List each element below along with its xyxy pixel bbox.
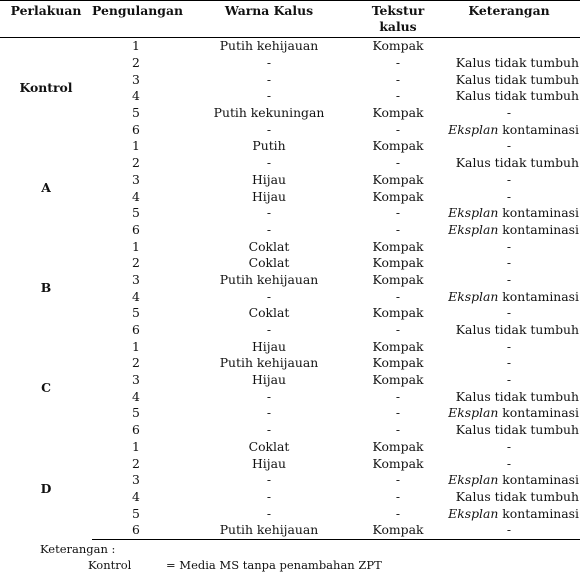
cell-keterangan [438,222,580,239]
cell-keterangan [438,472,580,489]
table-body [0,38,580,540]
cell-tekstur-kalus: Kompak [372,238,424,254]
keterangan-text: kontaminasi [498,221,579,237]
cell-tekstur-kalus: Kompak [372,271,424,287]
cell-pengulangan: 3 [132,171,140,187]
header-tekstur-kalus: Tekstur kalus [358,1,438,38]
cell-keterangan: Kalus tidak tumbuh [455,422,579,438]
keterangan-emphasis: Eksplan [448,505,499,521]
cell-perlakuan: C [41,380,51,396]
keterangan-text: kontaminasi [498,121,579,137]
cell-pengulangan: 4 [132,288,140,304]
cell-keterangan: - [506,255,512,271]
table-row [0,439,580,456]
cell-pengulangan: 1 [132,438,140,454]
cell-perlakuan: D [40,480,52,496]
cell-keterangan: Kalus tidak tumbuh [455,71,579,87]
cell-tekstur-kalus: Kompak [358,522,438,539]
cell-keterangan [438,505,580,522]
cell-pengulangan: 6 [132,422,140,438]
cell-tekstur-kalus: - [395,422,401,438]
cell-warna-kalus: - [266,205,272,221]
cell-warna-kalus: Putih kehijauan [219,271,319,287]
cell-tekstur-kalus: - [395,322,401,338]
cell-tekstur-kalus: - [395,388,401,404]
cell-tekstur-kalus: Kompak [372,438,424,454]
cell-keterangan: Kalus tidak tumbuh [455,155,579,171]
cell-warna-kalus: - [266,388,272,404]
cell-tekstur-kalus: Kompak [372,455,424,471]
cell-tekstur-kalus: Kompak [372,171,424,187]
cell-keterangan [438,205,580,222]
cell-warna-kalus: Hijau [252,455,286,471]
cell-tekstur-kalus: - [395,221,401,237]
cell-tekstur-kalus: - [395,405,401,421]
cell-pengulangan: 3 [132,472,140,488]
cell-tekstur-kalus: Kompak [372,138,424,154]
footnote-value: = Media MS tanpa penambahan ZPT [166,558,382,572]
cell-tekstur-kalus: Kompak [372,38,424,54]
cell-warna-kalus: Coklat [248,305,290,321]
cell-keterangan [438,38,580,55]
cell-warna-kalus: Coklat [248,255,290,271]
cell-tekstur-kalus: Kompak [372,338,424,354]
cell-warna-kalus: - [266,405,272,421]
cell-keterangan: Kalus tidak tumbuh [455,55,579,71]
cell-tekstur-kalus: - [395,488,401,504]
cell-keterangan: - [506,305,512,321]
header-warna-kalus: Warna Kalus [180,1,358,38]
keterangan-emphasis: Eksplan [448,205,499,221]
cell-warna-kalus: Putih [252,138,286,154]
cell-warna-kalus: Putih kehijauan [219,355,319,371]
cell-pengulangan: 5 [132,305,140,321]
cell-tekstur-kalus: - [395,472,401,488]
cell-tekstur-kalus: Kompak [372,372,424,388]
cell-pengulangan: 6 [132,121,140,137]
cell-warna-kalus: Coklat [248,438,290,454]
cell-warna-kalus: Putih kehijauan [219,38,319,54]
cell-keterangan: - [506,138,512,154]
cell-warna-kalus: - [266,221,272,237]
cell-keterangan: - [506,188,512,204]
cell-pengulangan: 5 [132,505,140,521]
cell-pengulangan: 2 [132,255,140,271]
keterangan-text: kontaminasi [498,405,579,421]
cell-tekstur-kalus: Kompak [372,305,424,321]
cell-keterangan: - [506,105,512,121]
cell-warna-kalus: - [266,71,272,87]
cell-tekstur-kalus: - [395,205,401,221]
table-header-row [0,1,580,38]
cell-tekstur-kalus: - [395,55,401,71]
cell-pengulangan: 5 [132,205,140,221]
cell-perlakuan: A [41,180,51,196]
cell-keterangan: - [506,355,512,371]
keterangan-emphasis: Eksplan [448,288,499,304]
cell-warna-kalus: Hijau [252,171,286,187]
header-pengulangan: Pengulangan [92,1,180,38]
cell-warna-kalus: - [266,472,272,488]
cell-warna-kalus: - [266,288,272,304]
keterangan-text: kontaminasi [498,288,579,304]
keterangan-emphasis: Eksplan [448,472,499,488]
cell-pengulangan: 1 [132,338,140,354]
cell-tekstur-kalus: - [395,71,401,87]
cell-keterangan: - [506,238,512,254]
cell-keterangan [438,121,580,138]
cell-pengulangan: 2 [132,455,140,471]
keterangan-text: kontaminasi [498,505,579,521]
table-footnote [40,541,382,573]
cell-tekstur-kalus: - [395,88,401,104]
cell-tekstur-kalus: - [395,505,401,521]
table-row [0,238,580,255]
footnote-title: Keterangan : [40,542,116,556]
header-keterangan: Keterangan [438,1,580,38]
cell-pengulangan: 2 [132,155,140,171]
cell-keterangan: - [506,338,512,354]
cell-warna-kalus: Coklat [248,238,290,254]
cell-keterangan: Kalus tidak tumbuh [455,88,579,104]
cell-pengulangan: 3 [132,271,140,287]
cell-tekstur-kalus: Kompak [372,188,424,204]
cell-keterangan: - [506,372,512,388]
table-row [0,38,580,55]
keterangan-emphasis: Eksplan [448,221,499,237]
cell-pengulangan: 3 [132,71,140,87]
footnote-key: Kontrol [88,558,132,572]
cell-keterangan [438,288,580,305]
cell-pengulangan: 6 [92,522,180,539]
cell-pengulangan: 2 [132,55,140,71]
cell-tekstur-kalus: Kompak [372,255,424,271]
cell-pengulangan: 1 [132,138,140,154]
cell-pengulangan: 4 [132,88,140,104]
cell-tekstur-kalus: - [395,155,401,171]
cell-tekstur-kalus: - [395,121,401,137]
cell-warna-kalus: - [266,422,272,438]
cell-pengulangan: 5 [132,105,140,121]
cell-pengulangan: 4 [132,188,140,204]
cell-warna-kalus: Hijau [252,338,286,354]
cell-warna-kalus: Hijau [252,188,286,204]
cell-keterangan: Kalus tidak tumbuh [455,388,579,404]
keterangan-text: kontaminasi [498,472,579,488]
cell-warna-kalus: - [266,505,272,521]
cell-perlakuan: B [40,280,52,296]
cell-pengulangan: 1 [132,38,140,54]
table-row [0,138,580,155]
cell-keterangan: - [506,271,512,287]
cell-warna-kalus: Hijau [252,372,286,388]
cell-pengulangan: 6 [132,322,140,338]
cell-keterangan: Kalus tidak tumbuh [455,488,579,504]
header-perlakuan: Perlakuan [0,1,92,38]
keterangan-text: kontaminasi [498,205,579,221]
cell-pengulangan: 4 [132,388,140,404]
cell-keterangan: - [506,438,512,454]
cell-keterangan [438,405,580,422]
cell-keterangan: - [506,171,512,187]
cell-perlakuan: Kontrol [19,80,73,96]
cell-pengulangan: 2 [132,355,140,371]
cell-pengulangan: 5 [132,405,140,421]
cell-pengulangan: 1 [132,238,140,254]
cell-tekstur-kalus: Kompak [372,355,424,371]
keterangan-emphasis: Eksplan [448,121,499,137]
cell-warna-kalus: - [266,55,272,71]
table-row [0,338,580,355]
cell-pengulangan: 4 [132,488,140,504]
cell-pengulangan: 6 [132,221,140,237]
cell-tekstur-kalus: - [395,288,401,304]
cell-warna-kalus: - [266,88,272,104]
cell-tekstur-kalus: Kompak [372,105,424,121]
cell-warna-kalus: - [266,121,272,137]
cell-pengulangan: 3 [132,372,140,388]
cell-keterangan: - [438,522,580,539]
keterangan-emphasis: Eksplan [448,405,499,421]
cell-warna-kalus: - [266,155,272,171]
cell-warna-kalus: - [266,488,272,504]
cell-warna-kalus: Putih kekuningan [213,105,325,121]
cell-keterangan: - [506,455,512,471]
cell-keterangan: Kalus tidak tumbuh [455,322,579,338]
cell-warna-kalus: Putih kehijauan [180,522,358,539]
cell-warna-kalus: - [266,322,272,338]
